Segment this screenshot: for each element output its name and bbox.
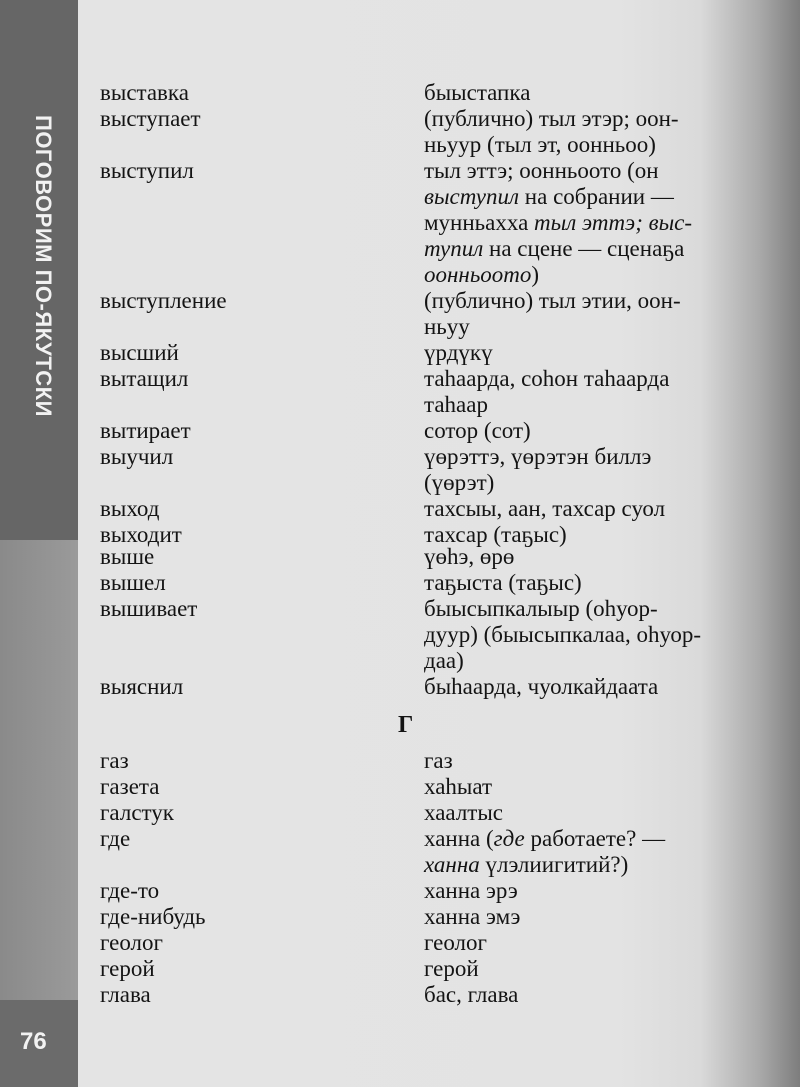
entry-term: газета xyxy=(100,774,160,799)
entry-translation-line: выступил на собрании — xyxy=(424,184,674,209)
entry-translation-line: газ xyxy=(424,748,453,773)
italic-example: тупил xyxy=(424,236,484,261)
entry-term: выступил xyxy=(100,158,194,183)
entry-translation-line: үөрэттэ, үөрэтэн биллэ xyxy=(424,444,652,469)
entry-translation-line: ханна (где работаете? — xyxy=(424,826,666,851)
entry-translation-line: бас, глава xyxy=(424,982,519,1007)
italic-example: тыл эттэ; выс- xyxy=(534,210,693,235)
entry-term: герой xyxy=(100,956,155,981)
entry-translation-line: үөһэ, өрө xyxy=(424,544,515,569)
entry-term: выступает xyxy=(100,106,201,131)
entry-term: выходит xyxy=(100,522,182,547)
entry-term: выучил xyxy=(100,444,174,469)
entry-translation-line: ханна үлэлиигитий?) xyxy=(424,852,629,877)
entry-term: выставка xyxy=(100,80,189,105)
entry-translation-line: быысыпкалыыр (оһуор- xyxy=(424,596,658,621)
entry-translation-line: ханна эрэ xyxy=(424,878,518,903)
entry-translation-line: (публично) тыл этэр; оон- xyxy=(424,106,679,131)
entry-term: вытащил xyxy=(100,366,189,391)
entry-term: вышивает xyxy=(100,596,198,621)
sidebar-lower-band xyxy=(0,540,78,1000)
entry-translation-line: (публично) тыл этии, оон- xyxy=(424,288,681,313)
book-title: ПОГОВОРИМ ПО-ЯКУТСКИ xyxy=(31,115,56,417)
entry-term: глава xyxy=(100,982,151,1007)
entry-translation-line: ньуур (тыл эт, оонньоо) xyxy=(424,132,656,157)
italic-example: ханна xyxy=(424,852,480,877)
entry-term: высший xyxy=(100,340,179,365)
entry-translation-line: сотор (сот) xyxy=(424,418,531,443)
entry-translation-line: тыл эттэ; оонньоото (он xyxy=(424,158,659,183)
entry-translation-line: тахсыы, аан, тахсар суол xyxy=(424,496,666,521)
entry-term: где-то xyxy=(100,878,160,903)
entry-translation-line: таһаарда, соһон таһаарда xyxy=(424,366,670,391)
italic-example: оонньоото xyxy=(424,262,532,287)
entry-translation-line: хаалтыс xyxy=(424,800,504,825)
italic-example: где xyxy=(493,826,525,851)
entry-term: выяснил xyxy=(100,674,184,699)
entry-translation-line: таһаар xyxy=(424,392,488,417)
sidebar-strip xyxy=(0,0,78,1087)
entry-term: вытирает xyxy=(100,418,191,443)
page-number: 76 xyxy=(20,1028,47,1055)
entry-translation-line: даа) xyxy=(424,648,464,673)
entry-translation-line: хаһыат xyxy=(424,774,493,799)
entry-translation-line: таҕыста (таҕыс) xyxy=(424,570,582,595)
entry-term: выход xyxy=(100,496,160,521)
section-letter: Г xyxy=(398,712,414,738)
entry-term: галстук xyxy=(100,800,174,825)
entry-translation-line: оонньоото) xyxy=(424,262,540,287)
entry-translation-line: быһаарда, чуолкайдаата xyxy=(424,674,659,699)
entry-translation-line: үрдүкү xyxy=(424,340,493,365)
italic-example: выступил xyxy=(424,184,520,209)
entry-term: газ xyxy=(100,748,129,773)
entry-translation-line: (үөрэт) xyxy=(424,470,495,495)
entry-term: выступление xyxy=(100,288,227,313)
entry-term: где xyxy=(100,826,131,851)
entry-translation-line: быыстапка xyxy=(424,80,531,105)
entry-translation-line: дуур) (быысыпкалаа, оһуор- xyxy=(424,622,702,647)
entry-term: вышел xyxy=(100,570,166,595)
entry-translation-line: тупил на сцене — сценаҕа xyxy=(424,236,685,261)
entry-term: геолог xyxy=(100,930,163,955)
entry-translation-line: геолог xyxy=(424,930,487,955)
entry-term: выше xyxy=(100,544,155,569)
entry-term: где-нибудь xyxy=(100,904,206,929)
entry-translation-line: ньуу xyxy=(424,314,470,339)
entry-translation-line: тахсар (таҕыс) xyxy=(424,522,567,547)
entry-translation-line: мунньахха тыл эттэ; выс- xyxy=(424,210,693,235)
entry-translation-line: герой xyxy=(424,956,479,981)
entry-translation-line: ханна эмэ xyxy=(424,904,521,929)
